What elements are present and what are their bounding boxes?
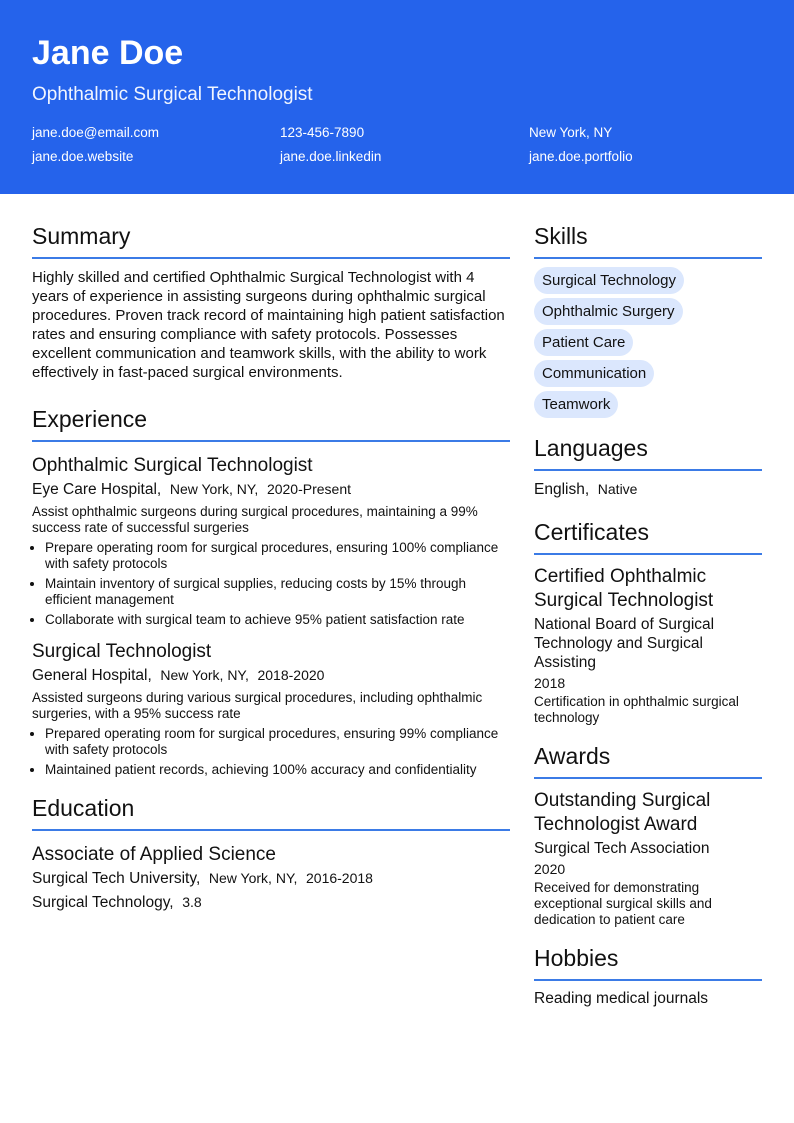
skill-tag: Communication (534, 360, 654, 387)
skill-tag: Patient Care (534, 329, 633, 356)
education-heading: Education (32, 794, 510, 831)
award-name: Outstanding Surgical Technologist Award (534, 790, 711, 835)
summary-section (32, 222, 510, 382)
hobby-item: Reading medical journals (534, 990, 709, 1007)
certificates-heading: Certificates (534, 518, 762, 555)
job-description: Assist ophthalmic surgeons during surgical procedures, maintaining a 99% success rate of successful surgeries (32, 504, 478, 535)
job-bullet: • Prepare operating room for surgical procedures, ensuring 100% compliance with safety protocols (45, 540, 510, 572)
contact-info (32, 125, 762, 165)
education-location: New York, NY, (208, 870, 298, 886)
hobbies-section (534, 944, 762, 1009)
award-issuer: Surgical Tech Association (534, 840, 710, 857)
job-company: General Hospital, (32, 667, 152, 684)
summary-heading: Summary (32, 222, 510, 259)
resume-body (0, 194, 794, 1009)
contact-email[interactable]: jane.doe@email.com (32, 125, 160, 140)
education-degree: Associate of Applied Science (32, 844, 276, 865)
certificate-name: Certified Ophthalmic Surgical Technologist (534, 566, 714, 611)
education-gpa: 3.8 (182, 894, 202, 910)
language-name: English, (534, 481, 590, 498)
awards-heading: Awards (534, 742, 762, 779)
candidate-title: Ophthalmic Surgical Technologist (32, 84, 313, 105)
languages-heading: Languages (534, 434, 762, 471)
certificates-section (534, 518, 762, 726)
experience-heading: Experience (32, 405, 510, 442)
language-entry (534, 479, 762, 500)
job-location: New York, NY, (160, 667, 249, 683)
job-title: Surgical Technologist (32, 641, 212, 662)
contact-portfolio[interactable]: jane.doe.portfolio (529, 149, 633, 164)
job-company: Eye Care Hospital, (32, 481, 162, 498)
education-dates: 2016-2018 (306, 870, 373, 886)
job-entry (32, 454, 510, 628)
languages-section (534, 434, 762, 500)
award-year: 2020 (534, 861, 566, 877)
skill-tag: Surgical Technology (534, 267, 684, 294)
job-bullet: • Maintain inventory of surgical supplies, reducing costs by 15% through efficient management (45, 576, 510, 608)
job-dates: 2018-2020 (257, 667, 325, 683)
skills-heading: Skills (534, 222, 762, 259)
certificate-year: 2018 (534, 675, 566, 691)
education-section (32, 794, 510, 913)
skill-tag: Ophthalmic Surgery (534, 298, 683, 325)
education-field-meta (32, 892, 510, 913)
job-meta (32, 479, 510, 500)
contact-phone[interactable]: 123-456-7890 (280, 125, 365, 140)
job-bullet: • Prepared operating room for surgical procedures, ensuring 99% compliance with safety protocols (45, 726, 510, 758)
contact-website[interactable]: jane.doe.website (32, 149, 134, 164)
contact-location: New York, NY (529, 125, 613, 140)
job-description: Assisted surgeons during various surgical procedures, including ophthalmic surgeries, with a 95% success rate (32, 690, 483, 721)
job-entry (32, 640, 510, 778)
job-bullet: • Collaborate with surgical team to achieve 95% patient satisfaction rate (45, 612, 510, 628)
left-column (32, 222, 510, 1009)
job-dates: 2020-Present (266, 481, 352, 497)
job-bullets (32, 726, 510, 778)
job-meta (32, 665, 510, 686)
education-field: Surgical Technology, (32, 894, 174, 911)
job-location: New York, NY, (169, 481, 259, 497)
contact-linkedin[interactable]: jane.doe.linkedin (280, 149, 382, 164)
job-bullets (32, 540, 510, 628)
summary-text: Highly skilled and certified Ophthalmic Surgical Technologist with 4 years of experience in assisting surgeons during ophthalmic surgical procedures. Proven track record of maintaining high patient satisfaction rates and ensuring compliance with safety protocols. Possesses excellent communication and teamwork skills, with the ability to work effectively in fast-paced surgical environments. (32, 269, 505, 381)
experience-section (32, 405, 510, 778)
resume-header (0, 0, 794, 194)
job-title: Ophthalmic Surgical Technologist (32, 455, 313, 476)
skills-section (534, 222, 762, 418)
certificate-issuer: National Board of Surgical Technology and Surgical Assisting (534, 616, 715, 671)
job-bullet: • Maintained patient records, achieving 100% accuracy and confidentiality (45, 762, 510, 778)
right-column (534, 222, 762, 1009)
skill-tags (534, 267, 762, 418)
education-meta (32, 868, 510, 889)
awards-section (534, 742, 762, 928)
hobbies-heading: Hobbies (534, 944, 762, 981)
candidate-name: Jane Doe (32, 34, 184, 72)
language-level: Native (597, 481, 638, 497)
education-school: Surgical Tech University, (32, 870, 201, 887)
skill-tag: Teamwork (534, 391, 618, 418)
award-description: Received for demonstrating exceptional surgical skills and dedication to patient care (534, 880, 712, 927)
certificate-description: Certification in ophthalmic surgical technology (534, 694, 739, 725)
